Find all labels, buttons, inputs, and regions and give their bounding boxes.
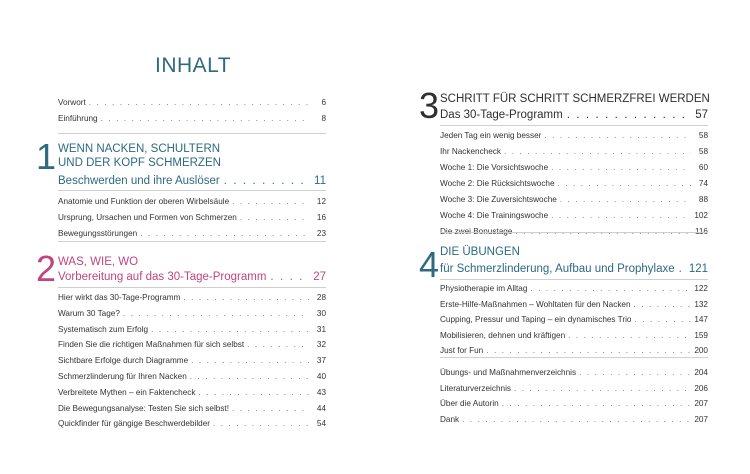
- toc-entry: [440, 130, 708, 141]
- entry-label: Cupping, Pressur und Taping – ein dynamisches Trio: [440, 315, 632, 324]
- divider-line: [58, 241, 326, 242]
- divider-line: [58, 190, 326, 191]
- toc-entry: [58, 292, 326, 303]
- entry-page: 159: [694, 330, 708, 340]
- divider-line: [440, 232, 708, 233]
- entry-page: 43: [316, 387, 326, 397]
- dot-leader: [634, 314, 691, 325]
- toc-entry: [58, 212, 326, 223]
- dot-leader: [240, 212, 309, 223]
- entry-page: 28: [316, 293, 326, 302]
- toc-entry: [440, 162, 708, 173]
- toc-entry: [440, 414, 708, 425]
- entry-label: Woche 3: Die Zuversichtswoche: [440, 195, 557, 204]
- dot-leader: [486, 345, 691, 356]
- dot-leader: [530, 283, 691, 294]
- toc-entry: [58, 308, 326, 319]
- section-number: 4: [419, 244, 440, 285]
- entry-label: Übungs- und Maßnahmenverzeichnis: [440, 368, 577, 377]
- section-heading: SCHRITT FÜR SCHRITT SCHMERZFREI WERDEN: [440, 93, 710, 105]
- entry-page: 8: [321, 114, 326, 123]
- entry-label: Woche 1: Die Vorsichtswoche: [440, 163, 549, 172]
- dot-leader: [213, 418, 309, 429]
- section-number: 1: [36, 136, 57, 177]
- toc-entry: [58, 228, 326, 239]
- toc-entry: [58, 196, 326, 207]
- toc-entry: [440, 299, 708, 310]
- section-page: 27: [313, 271, 326, 283]
- entry-page: 58: [698, 147, 708, 156]
- entry-page: 204: [694, 368, 708, 377]
- entry-page: 12: [316, 197, 326, 206]
- entry-page: 132: [694, 299, 708, 309]
- dot-leader: [679, 262, 685, 276]
- section-subtitle-row: [58, 174, 326, 188]
- section-subtitle-row: [58, 270, 326, 284]
- toc-entry: [58, 387, 326, 398]
- dot-leader: [151, 324, 309, 335]
- toc-entry: [440, 283, 708, 294]
- toc-entry: [440, 398, 708, 409]
- toc-entry: [58, 97, 326, 108]
- dot-leader: [579, 367, 691, 378]
- entry-page: 102: [694, 211, 708, 220]
- entry-page: 88: [698, 195, 708, 204]
- entry-page: 44: [316, 403, 326, 413]
- toc-entry: [440, 345, 708, 356]
- section-heading: UND DER KOPF SCHMERZEN: [58, 157, 221, 169]
- toc-entry: [58, 339, 326, 350]
- entry-label: Ursprung, Ursachen und Formen von Schmerzen: [58, 213, 237, 222]
- dot-leader: [504, 146, 691, 157]
- entry-label: Bewegungsstörungen: [58, 229, 138, 238]
- toc-entry: [58, 113, 326, 124]
- dot-leader: [198, 387, 309, 398]
- dot-leader: [551, 210, 691, 221]
- entry-label: Finden Sie die richtigen Maßnahmen für sich selbst: [58, 340, 245, 350]
- entry-label: Hier wirkt das 30-Tage-Programm: [58, 293, 181, 302]
- dot-leader: [183, 292, 309, 303]
- entry-page: 147: [694, 315, 708, 324]
- divider-line: [440, 279, 708, 280]
- entry-page: 122: [694, 284, 708, 293]
- section-subtitle: Beschwerden und ihre Auslöser: [58, 175, 220, 187]
- dot-leader: [568, 330, 691, 341]
- dot-leader: [514, 383, 691, 394]
- section-page: 57: [695, 109, 708, 121]
- dot-leader: [567, 108, 691, 122]
- dot-leader: [560, 194, 691, 205]
- dot-leader: [247, 339, 309, 350]
- divider-line: [58, 287, 326, 288]
- entry-label: Schmerzlinderung für Ihren Nacken: [58, 372, 187, 381]
- section-subtitle-row: [440, 108, 708, 122]
- entry-label: Die zwei Bonustage: [440, 227, 513, 236]
- entry-label: Literaturverzeichnis: [440, 383, 511, 393]
- dot-leader: [551, 162, 691, 173]
- entry-label: Woche 4: Die Trainingswoche: [440, 211, 549, 220]
- entry-label: Quickfinder für gängige Beschwerdebilder: [58, 419, 211, 429]
- entry-label: Warum 30 Tage?: [58, 308, 120, 318]
- entry-label: Physiotherapie im Alltag: [440, 284, 528, 293]
- entry-page: 60: [698, 163, 708, 172]
- entry-page: 206: [694, 383, 708, 393]
- dot-leader: [634, 299, 691, 310]
- entry-label: Vorwort: [58, 98, 86, 107]
- entry-label: Woche 2: Die Rücksichtswoche: [440, 179, 555, 188]
- entry-label: Systematisch zum Erfolg: [58, 324, 149, 334]
- entry-label: Die Bewegungsanalyse: Testen Sie sich selbst!: [58, 403, 229, 413]
- toc-entry: [440, 194, 708, 205]
- dot-leader: [558, 178, 691, 189]
- dot-leader: [140, 228, 309, 239]
- toc-entry: [58, 355, 326, 366]
- entry-page: 30: [316, 308, 326, 318]
- section-page: 11: [314, 175, 326, 187]
- toc-entry: [440, 178, 708, 189]
- entry-page: 40: [316, 372, 326, 381]
- section-subtitle: Vorbereitung auf das 30-Tage-Programm: [58, 271, 267, 283]
- dot-leader: [232, 403, 309, 414]
- toc-entry: [440, 383, 708, 394]
- dot-leader: [232, 196, 309, 207]
- toc-entry: [440, 367, 708, 378]
- toc-entry: [58, 418, 326, 429]
- toc-entry: [440, 210, 708, 221]
- entry-label: Just for Fun: [440, 346, 484, 355]
- dot-leader: [462, 414, 691, 425]
- entry-page: 6: [321, 98, 326, 107]
- entry-page: 54: [316, 419, 326, 429]
- dot-leader: [190, 371, 309, 382]
- section-subtitle: für Schmerzlinderung, Aufbau und Prophylaxe: [440, 263, 675, 275]
- divider-line: [440, 357, 708, 358]
- dot-leader: [123, 308, 309, 319]
- section-subtitle: Das 30-Tage-Programm: [440, 109, 563, 121]
- entry-page: 37: [316, 356, 326, 366]
- entry-label: Sichtbare Erfolge durch Diagramme: [58, 356, 189, 366]
- dot-leader: [89, 97, 309, 108]
- entry-page: 23: [316, 229, 326, 238]
- entry-label: Einführung: [58, 114, 98, 123]
- toc-entry: [58, 403, 326, 414]
- entry-label: Erste-Hilfe-Maßnahmen – Wohltaten für den Nacken: [440, 299, 631, 309]
- entry-page: 200: [694, 346, 708, 355]
- section-heading: DIE ÜBUNGEN: [440, 246, 520, 258]
- divider-line: [58, 133, 326, 134]
- divider-line: [440, 125, 708, 126]
- section-number: 3: [419, 85, 440, 126]
- entry-label: Über die Autorin: [440, 399, 499, 408]
- dot-leader: [544, 130, 691, 141]
- toc-entry: [58, 324, 326, 335]
- entry-page: 116: [694, 227, 708, 236]
- entry-page: 31: [316, 324, 326, 334]
- entry-label: Jeden Tag ein wenig besser: [440, 131, 542, 140]
- entry-label: Dank: [440, 414, 460, 424]
- entry-label: Ihr Nackencheck: [440, 147, 501, 156]
- entry-label: Verbreitete Mythen – ein Faktencheck: [58, 387, 196, 397]
- section-number: 2: [36, 248, 57, 289]
- dot-leader: [502, 398, 691, 409]
- section-heading: WENN NACKEN, SCHULTERN: [58, 143, 221, 155]
- toc-title: INHALT: [155, 54, 232, 77]
- section-subtitle-row: [440, 262, 708, 276]
- section-heading: WAS, WIE, WO: [58, 256, 139, 268]
- entry-page: 207: [694, 399, 708, 408]
- toc-entry: [440, 330, 708, 341]
- dot-leader: [270, 270, 309, 284]
- entry-label: Mobilisieren, dehnen und kräftigen: [440, 330, 566, 340]
- entry-label: Anatomie und Funktion der oberen Wirbelsäule: [58, 197, 230, 206]
- toc-entry: [440, 314, 708, 325]
- entry-page: 74: [698, 179, 708, 188]
- dot-leader: [101, 113, 309, 124]
- entry-page: 32: [316, 340, 326, 350]
- dot-leader: [191, 355, 309, 366]
- dot-leader: [224, 174, 310, 188]
- toc-entry: [58, 371, 326, 382]
- entry-page: 16: [316, 213, 326, 222]
- entry-page: 58: [698, 131, 708, 140]
- entry-page: 207: [694, 414, 708, 424]
- toc-entry: [440, 146, 708, 157]
- section-page: 121: [688, 263, 708, 275]
